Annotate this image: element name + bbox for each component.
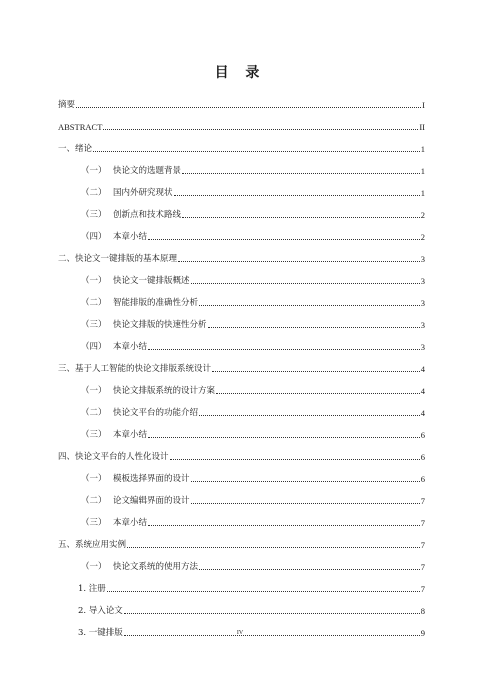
toc-entry[interactable] xyxy=(58,206,425,220)
toc-entry[interactable] xyxy=(58,492,425,506)
toc-entry-number: （二） xyxy=(81,408,107,418)
toc-entry-label xyxy=(58,166,181,176)
toc-entry-label xyxy=(58,408,198,418)
toc-entry-text: 国内外研究现状 xyxy=(113,188,173,198)
toc-page-number: 4 xyxy=(420,386,425,396)
toc-entry-label xyxy=(58,342,147,352)
toc-entry-label: 摘要 xyxy=(58,100,76,110)
toc-entry-number: （一） xyxy=(81,166,107,176)
dot-leader xyxy=(216,392,420,394)
toc-entry-label: 四、快论文平台的人性化设计 xyxy=(58,452,169,462)
toc-entry-label xyxy=(58,386,215,396)
toc-entry-number: （二） xyxy=(81,298,107,308)
toc-entry-label xyxy=(58,210,181,220)
toc-entry-number: （一） xyxy=(81,562,107,572)
toc-entry[interactable] xyxy=(58,96,425,110)
toc-entry-number: （一） xyxy=(81,386,107,396)
toc-entry-label: 一、绪论 xyxy=(58,144,93,154)
toc-entry-label xyxy=(58,518,147,528)
toc-entry[interactable] xyxy=(58,602,425,616)
toc-entry-text: 快论文系统的使用方法 xyxy=(113,562,199,572)
toc-entry-label: 二、快论文一键排版的基本原理 xyxy=(58,254,178,264)
toc-entry-text: 论文编辑界面的设计 xyxy=(113,496,190,506)
toc-entry[interactable] xyxy=(58,448,425,462)
toc-entry-text: 快论文排版系统的设计方案 xyxy=(113,386,216,396)
toc-page-number: 3 xyxy=(420,320,425,330)
dot-leader xyxy=(191,282,420,284)
toc-page-number: 2 xyxy=(420,232,425,242)
toc-page-number: I xyxy=(422,100,425,110)
toc-page-number: 3 xyxy=(420,276,425,286)
toc-entry[interactable] xyxy=(58,118,425,132)
dot-leader xyxy=(148,348,420,350)
dot-leader xyxy=(76,106,421,108)
dot-leader xyxy=(148,436,420,438)
toc-entry-text: 模板选择界面的设计 xyxy=(113,474,190,484)
toc-page-number: 7 xyxy=(420,584,425,594)
dot-leader xyxy=(191,480,420,482)
toc-entry[interactable] xyxy=(58,294,425,308)
toc-entry-text: 本章小结 xyxy=(113,342,148,352)
toc-entry[interactable] xyxy=(58,272,425,286)
toc-entry[interactable] xyxy=(58,470,425,484)
toc-entry[interactable] xyxy=(58,162,425,176)
dot-leader xyxy=(107,590,420,592)
dot-leader xyxy=(199,568,420,570)
toc-entry-number: （一） xyxy=(81,474,107,484)
toc-page-number: 7 xyxy=(420,496,425,506)
dot-leader xyxy=(199,414,420,416)
dot-leader xyxy=(191,502,420,504)
toc-entry[interactable] xyxy=(58,514,425,528)
dot-leader xyxy=(127,546,420,548)
toc-entry-number: （四） xyxy=(81,342,107,352)
toc-entry-label: 3. 一键排版 xyxy=(78,628,123,638)
toc-page-number: 8 xyxy=(420,606,425,616)
toc-entry-text: 本章小结 xyxy=(113,430,148,440)
toc-page-number: 4 xyxy=(420,364,425,374)
toc-page-number: 9 xyxy=(420,628,425,638)
toc-entry-text: 快论文平台的功能介绍 xyxy=(113,408,199,418)
toc-entry[interactable] xyxy=(58,382,425,396)
toc-entry-number: （二） xyxy=(81,188,107,198)
toc-entry-number: （四） xyxy=(81,232,107,242)
toc-entry-text: 快论文排版的快速性分析 xyxy=(113,320,207,330)
toc-page-number: 6 xyxy=(420,474,425,484)
toc-entry[interactable] xyxy=(58,360,425,374)
dot-leader xyxy=(208,326,420,328)
toc-page-number: 6 xyxy=(420,452,425,462)
toc-entry-label xyxy=(58,474,190,484)
dot-leader xyxy=(182,172,420,174)
dot-leader xyxy=(174,194,420,196)
toc-entry-label: ABSTRACT xyxy=(58,122,103,132)
toc-entry[interactable] xyxy=(58,580,425,594)
toc-page-number: 3 xyxy=(420,298,425,308)
toc-page-number: 1 xyxy=(420,166,425,176)
dot-leader xyxy=(124,612,420,614)
toc-entry-label: 2. 导入论文 xyxy=(78,606,123,616)
toc-entry-text: 本章小结 xyxy=(113,232,148,242)
toc-entry-text: 智能排版的准确性分析 xyxy=(113,298,199,308)
toc-entry-label: 三、基于人工智能的快论文排版系统设计 xyxy=(58,364,212,374)
dot-leader xyxy=(178,260,420,262)
toc-entry-number: （三） xyxy=(81,430,107,440)
toc-entry[interactable] xyxy=(58,316,425,330)
toc-page-number: II xyxy=(419,122,425,132)
dot-leader xyxy=(170,458,420,460)
page-title: 目 录 xyxy=(214,65,266,81)
toc-entry-text: 本章小结 xyxy=(113,518,148,528)
toc-entry-text: 创新点和技术路线 xyxy=(113,210,182,220)
dot-leader xyxy=(93,150,420,152)
toc-entry-number: （一） xyxy=(81,276,107,286)
toc-entry[interactable] xyxy=(58,558,425,572)
toc-page-number: 4 xyxy=(420,408,425,418)
toc-entry-label xyxy=(58,562,198,572)
toc-page-number: 7 xyxy=(420,562,425,572)
toc-entry-text: 快论文一键排版概述 xyxy=(113,276,190,286)
toc-entry-label xyxy=(58,496,190,506)
toc-entry-text: 快论文的选题背景 xyxy=(113,166,182,176)
toc-entry[interactable] xyxy=(58,426,425,440)
dot-leader xyxy=(148,238,420,240)
dot-leader xyxy=(103,128,418,130)
dot-leader xyxy=(199,304,420,306)
toc-entry-label xyxy=(58,430,147,440)
toc-entry-label xyxy=(58,188,173,198)
toc-page-number: 1 xyxy=(420,188,425,198)
toc-page-number: 2 xyxy=(420,210,425,220)
dot-leader xyxy=(148,524,420,526)
toc-entry-number: （三） xyxy=(81,210,107,220)
toc-entry[interactable] xyxy=(58,140,425,154)
toc-entry[interactable] xyxy=(58,536,425,550)
toc-entry-label: 五、系统应用实例 xyxy=(58,540,127,550)
dot-leader xyxy=(212,370,420,372)
toc-page-number: 7 xyxy=(420,540,425,550)
toc-page-number: 3 xyxy=(420,342,425,352)
toc-page-number: 6 xyxy=(420,430,425,440)
page-footer-number: IV xyxy=(236,630,244,636)
toc-entry-number: （三） xyxy=(81,320,107,330)
dot-leader xyxy=(182,216,420,218)
toc-entry[interactable] xyxy=(58,250,425,264)
toc-page-number: 1 xyxy=(420,144,425,154)
toc-entry-label xyxy=(58,232,147,242)
toc-entry-label xyxy=(58,320,207,330)
toc-entry[interactable] xyxy=(58,184,425,198)
toc-entry[interactable] xyxy=(58,338,425,352)
toc-entry-label xyxy=(58,276,190,286)
toc-entry-number: （三） xyxy=(81,518,107,528)
toc-entry[interactable] xyxy=(58,404,425,418)
toc-page-number: 7 xyxy=(420,518,425,528)
toc-entry[interactable] xyxy=(58,228,425,242)
toc-entry-label xyxy=(58,298,198,308)
toc-entry-label: 1. 注册 xyxy=(78,584,106,594)
toc-page-number: 3 xyxy=(420,254,425,264)
toc-entry-number: （二） xyxy=(81,496,107,506)
